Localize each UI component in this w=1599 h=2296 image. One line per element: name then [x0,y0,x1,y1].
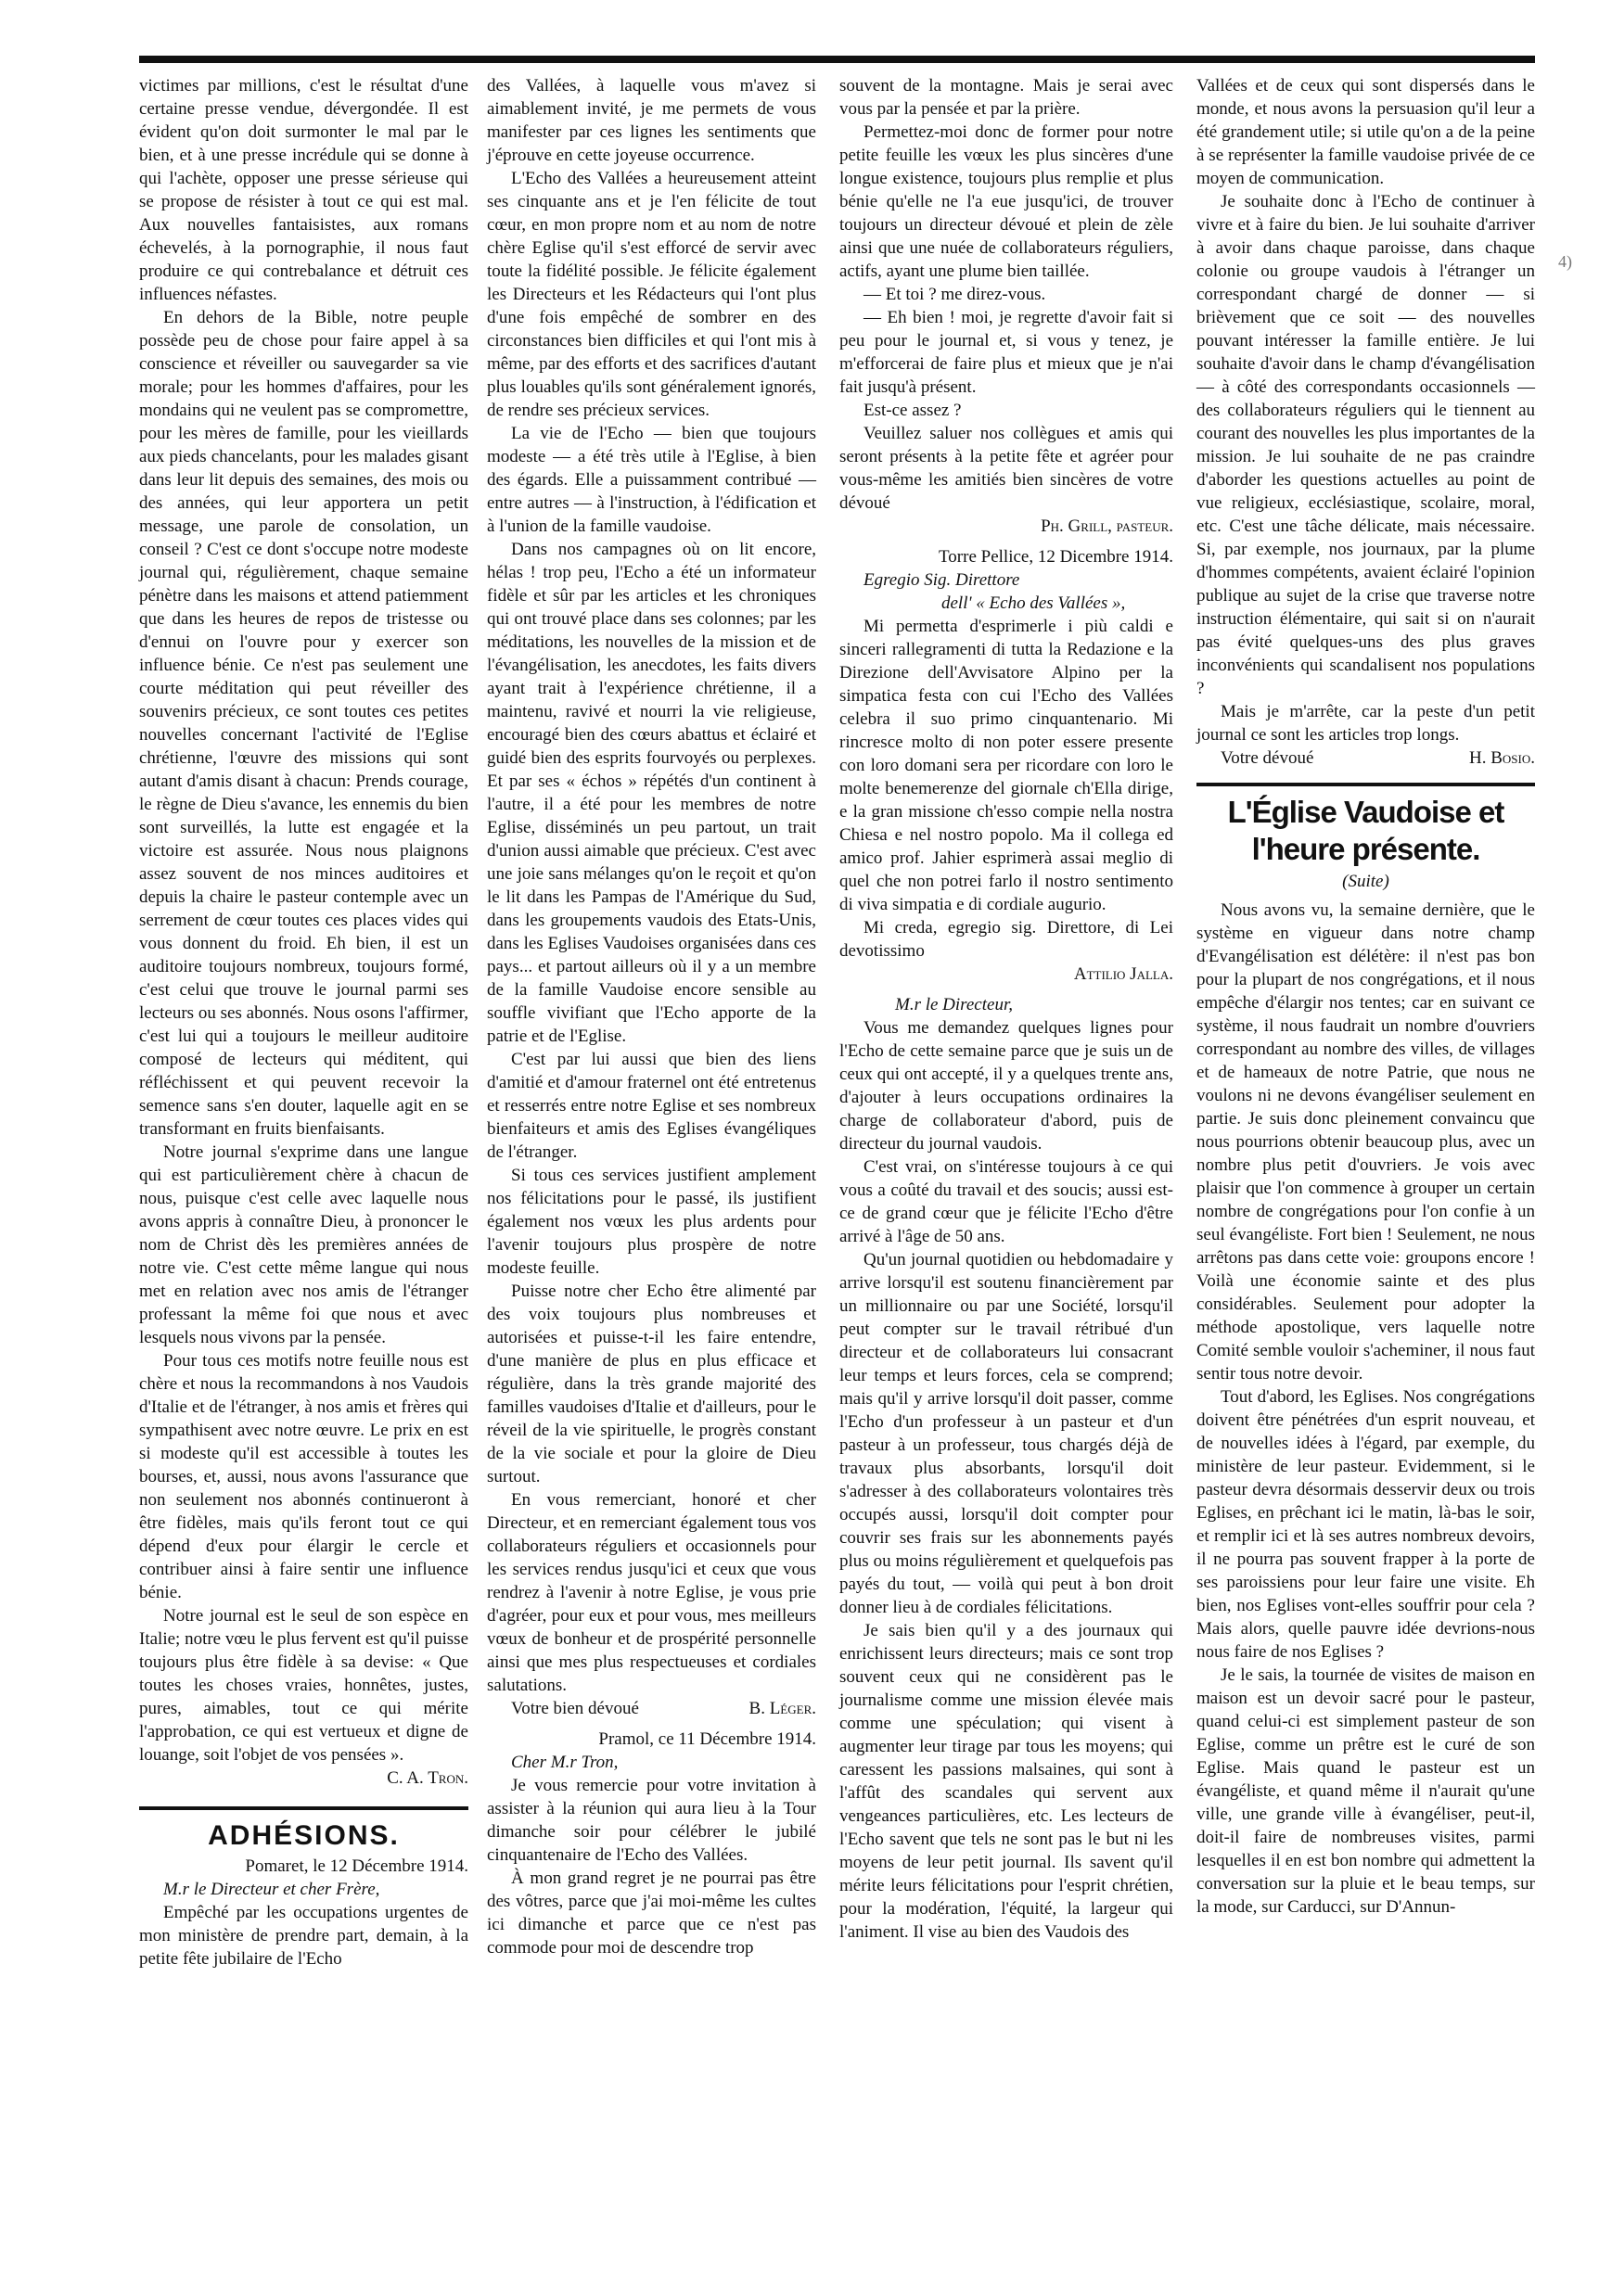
paragraph: La vie de l'Echo — bien que toujours modeste — a été très utile à l'Eglise, à bien des égards. Elle a puissamment contribué — entre autres — à l'instruction, à l'édification et à l'union de la famille vaudoise. [487,424,816,536]
article-title: L'Église Vaudoise et l'heure présente. [1227,795,1504,866]
paragraph: Nous avons vu, la semaine dernière, que le système en vigueur dans notre champ d'Evangélisation est délétère: il n'est pas bon pour la plupart de nos congrégations, et il nous empêche d'élargir nos tentes; car en suivant ce système, il nous faudrait un nombre d'ouvriers correspondant au nombre des villes, de villages et de hameaux de notre Patrie, que nous ne voulons ni ne devons évangéliser seulement en partie. Je suis donc pleinement convaincu que nous pourrions obtenir beaucoup plus, avec un nombre plus petit d'ouvriers. Je vois avec plaisir que l'on commence à grouper un certain nombre de congrégations pour l'on confie à un seul évangéliste. Fort bien ! Seulement, ne nous arrêtons pas dans cette voie: groupons encore ! Voilà une économie sainte et des plus considérables. Seulement pour adopter la méthode apostolique, vers laquelle notre Comité semble vouloir s'acheminer, il nous faut sentir tous notre devoir. [1196,900,1535,1384]
salutation: Cher M.r Tron, [511,1753,619,1772]
section-rule [139,1806,468,1810]
dateline: Torre Pellice, 12 Dicembre 1914. [939,547,1173,567]
paragraph: Notre journal est le seul de son espèce en Italie; notre vœu le plus fervent est qu'il puisse toujours plus être fidèle à sa devise: « Que toutes les choses vraies, honnêtes, justes, pures, aimables, tout ce qui mérite l'approbation, ce qui est vertueux et digne de louange, soit l'objet de vos pensées ». [139,1606,468,1765]
paragraph: Puisse notre cher Echo être alimenté par des voix toujours plus nombreuses et autorisées et puisse-t-il les faire entendre, d'une manière de plus en plus efficace et régulière, dans la très grande majorité des familles vaudoises d'Italie et d'ailleurs, pour le réveil de la vie spirituelle, le progrès constant de la vie sociale et pour la gloire de Dieu surtout. [487,1282,816,1486]
paragraph: Tout d'abord, les Eglises. Nos congrégations doivent être pénétrées d'un esprit nouveau, et de nouvelles idées à l'égard, par exemple, du ministère de leur pasteur. Evidemment, si le pasteur devra désormais desservir deux ou trois Eglises, en prêchant ici le matin, là-bas le soir, et remplir ici et là ses autres nombreux devoirs, il ne pourra pas souvent frapper à la porte de ses paroissiens pour leur faire une visite. Eh bien, nos Eglises vont-elles souffrir pour cela ? Mais alors, quelle pauvre idée devrions-nous nous faire de nos Eglises ? [1196,1387,1535,1662]
paragraph: En vous remerciant, honoré et cher Directeur, et en remerciant également tous vos collaborateurs réguliers et occasionnels pour les services rendus jusqu'ici et ceux que vous rendrez à l'avenir à notre Eglise, je vous prie d'agréer, pour eux et pour vous, mes meilleurs vœux de bonheur et de prospérité personnelle ainsi que mes plus respectueuses et cordiales salutations. [487,1490,816,1695]
salutation: M.r le Directeur et cher Frère, [163,1880,380,1899]
signature: B. Léger. [748,1699,816,1718]
paragraph: Si tous ces services justifient amplement nos félicitations pour le passé, ils justifient également nos vœux les plus ardents pour l'avenir toujours plus prospère de notre modeste feuille. [487,1166,816,1278]
signature: Attilio Jalla. [1073,964,1173,984]
signature-row [1196,746,1535,770]
signature: H. Bosio. [1469,748,1535,768]
salutation: dell' « Echo des Vallées », [941,593,1126,613]
paragraph: Dans nos campagnes où on lit encore, hélas ! trop peu, l'Echo a été un informateur fidèle et sûr par les articles et les chroniques qui ont trouvé place dans ses colonnes; par les méditations, les nouvelles de la mission et de l'évangélisation, les anecdotes, les faits divers ayant trait à l'expérience chrétienne, il a maintenu, ravivé et nourri la vie religieuse, encouragé bien des cœurs abattus et éclairé et guidé bien des esprits fourvoyés ou perplexes. Et par ses « échos » répétés d'un continent à l'autre, il a été pour les membres de notre Eglise, disséminés un peu partout, un trait d'union aussi aimable que précieux. C'est avec une joie sans mélanges qu'on le reçoit et qu'on le lit dans les Pampas de l'Amérique du Sud, dans les groupements vaudois des Etats-Unis, dans les Eglises Vaudoises organisées dans ces pays... et partout ailleurs où il y a un membre de la famille Vaudoise encore sensible au souffle vivifiant que l'Echo apporte de la patrie et de l'Eglise. [487,540,816,1046]
paragraph: Vallées et de ceux qui sont dispersés dans le monde, et nous avons la persuasion qu'il leur a été grandement utile; si utile qu'on a de la peine à se représenter la famille vaudoise privée de ce moyen de communication. [1196,76,1535,188]
column-3 [839,74,1173,1944]
column-4 [1196,74,1535,1919]
signature-row [487,1697,816,1720]
closing: Votre bien dévoué [511,1699,639,1718]
dateline: Pomaret, le 12 Décembre 1914. [245,1856,468,1876]
paragraph: L'Echo des Vallées a heureusement atteint ses cinquante ans et je l'en félicite de tout cœur, en mon propre nom et au nom de notre chère Eglise qu'il s'est efforcé de servir avec toute la fidélité possible. Je félicite également les Directeurs et les Rédacteurs qui l'ont plus d'une fois empêché de sombrer en des circonstances bien difficiles et qui l'ont mis à même, par des efforts et des sacrifices d'autant plus louables qu'ils sont généralement ignorés, de rendre ses précieux services. [487,169,816,420]
paragraph: Veuillez saluer nos collègues et amis qui seront présents à la petite fête et agréer pour vous-même les amitiés bien sincères de votre dévoué [839,424,1173,513]
margin-mark: 4) [1558,252,1572,271]
column-2 [487,74,816,1959]
dateline: Pramol, ce 11 Décembre 1914. [598,1729,816,1749]
paragraph: C'est par lui aussi que bien des liens d'amitié et d'amour fraternel ont été entretenus et resserrés entre notre Eglise et ses nombreux bienfaiteurs et amis des Eglises évangéliques de l'étranger. [487,1050,816,1162]
paragraph: Est-ce assez ? [863,401,962,420]
paragraph: C'est vrai, on s'intéresse toujours à ce qui vous a coûté du travail et des soucis; aussi est-ce de grand cœur que je félicite l'Echo d'être arrivé à l'âge de 50 ans. [839,1157,1173,1246]
paragraph: Vous me demandez quelques lignes pour l'Echo de cette semaine parce que je suis un de ceux qui ont accepté, il y a quelques trente ans, d'ajouter à leurs occupations ordinaires la charge de collaborateur d'abord, puis de directeur du journal vaudois. [839,1018,1173,1154]
paragraph: — Eh bien ! moi, je regrette d'avoir fait si peu pour le journal et, si vous y tenez, je m'efforcerai de faire plus et mieux que je n'ai fait jusqu'à présent. [839,308,1173,397]
article-subtitle: (Suite) [1342,872,1389,891]
paragraph: Permettez-moi donc de former pour notre petite feuille les vœux les plus sincères d'une longue existence, toujours plus remplie et plus bénie qu'elle ne l'a eue jusqu'ici, de trouver toujours un directeur dévoué et plein de zèle ainsi que une nuée de collaborateurs réguliers, actifs, ayant une plume bien taillée. [839,122,1173,281]
paragraph: des Vallées, à laquelle vous m'avez si aimablement invité, je me permets de vous manifester par ces lignes les sentiments que j'éprouve en cette joyeuse occurrence. [487,76,816,165]
paragraph: Mi creda, egregio sig. Direttore, di Lei devotissimo [839,918,1173,961]
paragraph: Je souhaite donc à l'Echo de continuer à vivre et à faire du bien. Je lui souhaite d'arriver à avoir dans chaque paroisse, dans chaque colonie ou groupe vaudois à l'étranger un correspondant chargé de donner — si brièvement que ce soit — des nouvelles pouvant intéresser la famille entière. Je lui souhaite d'avoir dans le champ d'évangélisation — à côté des correspondants occasionnels — des collaborateurs réguliers qui le tiennent au courant des nouvelles les plus importantes de la mission. Je lui souhaite de ne pas craindre d'aborder les questions actuelles au point de vue religieux, ecclésiastique, scolaire, moral, etc. C'est une tâche délicate, mais nécessaire. Si, par exemple, nos journaux, par la plume d'hommes compétents, avaient éclairé l'opinion publique au sujet de la crise que traverse notre instruction élémentaire, qui sait si on n'aurait pas évité quelques-uns des plus graves inconvénients qui scandalisent nos populations ? [1196,192,1535,698]
paragraph: Mi permetta d'esprimerle i più caldi e sinceri rallegramenti di tutta la Redazione e la Direzione dell'Avvisatore Alpino per la simpatica festa con cui l'Echo des Vallées celebra il suo primo cinquantenario. Mi rincresce molto di non poter essere presente con loro domani sera per ricordare con loro le molte benemerenze del giornale ch'Ella dirige, e la gran missione ch'esso compie nella nostra Chiesa e nel nostro popolo. Ma il collega ed amico prof. Jahier esprimerà assai meglio di quel che non potrei farlo il nostro sentimento di viva simpatia e di cordiale augurio. [839,617,1173,914]
section-title: ADHÉSIONS. [208,1820,400,1851]
paragraph: Je sais bien qu'il y a des journaux qui enrichissent leurs directeurs; mais ce sont trop souvent ceux qui ne considèrent pas le journalisme comme une mission élevée mais comme une spéculation; qui visent à augmenter leur tirage par tous les moyens; qui caressent les passions malsaines, qui sont à l'affût des scandales qui servent aux vengeances particulières, etc. Les lecteurs de l'Echo savent que tels ne sont pas le but ni les moyens de leur petit journal. Ils savent qu'il mérite leurs félicitations pour l'esprit chrétien, pour la modération, l'équité, la largeur qui l'animent. Il vise au bien des Vaudois des [839,1621,1173,1942]
paragraph: Notre journal s'exprime dans une langue qui est particulièrement chère à chacun de nous, puisque c'est celle avec laquelle nous avons appris à connaître Dieu, à prononcer le nom de Christ dès les premières années de notre vie. C'est cette même langue qui nous met en relation avec nos amis de l'étranger professant la même foi que nous et avec lesquels nous vivons par la pensée. [139,1142,468,1347]
paragraph: souvent de la montagne. Mais je serai avec vous par la pensée et par la prière. [839,76,1173,119]
salutation: M.r le Directeur, [895,995,1013,1014]
paragraph: Je vous remercie pour votre invitation à assister à la réunion qui aura lieu à la Tour dimanche soir pour célébrer le jubilé cinquantenaire de l'Echo des Vallées. [487,1776,816,1865]
paragraph: Pour tous ces motifs notre feuille nous est chère et nous la recommandons à nos Vaudois d'Italie et de l'étranger, à nos amis et frères qui sympathisent avec notre œuvre. Le prix en est si modeste qu'il est accessible à toutes les bourses, et, aussi, nous avons l'assurance que non seulement nos abonnés continueront à être fidèles, mais qu'ils feront tout ce qui dépend d'eux pour élargir le cercle et contribuer ainsi à faire sentir une influence bénie. [139,1351,468,1602]
top-rule [139,56,1535,63]
paragraph: Mais je m'arrête, car la peste d'un petit journal ce sont les articles trop longs. [1196,702,1535,745]
paragraph: Qu'un journal quotidien ou hebdomadaire y arrive lorsqu'il est soutenu financièrement par un millionnaire ou par une Société, lorsqu'il peut compter sur le travail rétribué d'un directeur et de collaborateurs lui consacrant leur temps et leurs forces, cela se comprend; mais qu'il y arrive lorsqu'il doit passer, comme l'Echo d'un professeur à un pasteur et d'un pasteur à un professeur, tous chargés déjà de travaux plus absorbants, lorsqu'il doit s'adresser à des collaborateurs volontaires très occupés aussi, lorsqu'il doit compter pour couvrir ses frais sur les abonnements payés plus ou moins régulièrement et quelquefois pas payés du tout, — voilà qui peut à bon droit donner lieu à de cordiales félicitations. [839,1250,1173,1617]
section-rule [1196,783,1535,786]
signature: C. A. Tron. [387,1768,468,1788]
paragraph: Empêché par les occupations urgentes de mon ministère de prendre part, demain, à la petite fête jubilaire de l'Echo [139,1903,468,1969]
paragraph: À mon grand regret je ne pourrai pas être des vôtres, parce que j'ai moi-même les cultes ici dimanche et parce que ce n'est pas commode pour moi de descendre trop [487,1869,816,1958]
paragraph: En dehors de la Bible, notre peuple possède peu de chose pour faire appel à sa conscience et réveiller ou sauvegarder sa vie morale; pour les hommes d'affaires, pour les mondains qui ne veulent pas se compromettre, pour les mères de famille, pour les vieillards aux pieds chancelants, pour les malades gisant dans leur lit depuis des semaines, des mois ou des années, qui leur apportera un petit message, une parole de consolation, un conseil ? C'est ce dont s'occupe notre modeste journal qui, régulièrement, chaque semaine pénètre dans les maisons et attend patiemment que dans les heures de repos de tristesse ou d'ennui on l'ouvre pour y exercer son influence bénie. Ce n'est pas seulement une courte méditation qui peut réveiller des souvenirs précieux, ce sont toutes ces petites nouvelles concernant l'activité de l'Eglise chrétienne, l'œuvre des missions qui sont autant d'amis disant à chacun: Prends courage, le règne de Dieu s'avance, les ennemis du bien sont surveillés, la lutte est engagée et la victoire est assurée. Nous nous plaignons assez souvent de nos minces auditoires et depuis la chaire le pasteur contemple avec un serrement de cœur toutes ces places vides qui vous donnent du froid. Eh bien, il est un auditoire toujours nombreux, toujours formé, c'est celui que trouve le journal parmi ses lecteurs ou ses abonnés. Nous osons l'affirmer, c'est lui qui a toujours le meilleur auditoire composé de lecteurs qui méditent, qui réfléchissent et qui peuvent recevoir la semence sans s'en douter, laquelle agit en se transformant en fruits bienfaisants. [139,308,468,1139]
paragraph: — Et toi ? me direz-vous. [863,285,1046,304]
paragraph: Je le sais, la tournée de visites de maison en maison est un devoir sacré pour le pasteur, quand celui-ci est simplement pasteur de son Eglise, comme un prêtre est le curé de son Eglise. Mais quand le pasteur est un évangéliste, et quand même il n'aurait qu'une ville, une grande ville à évangéliser, peut-il, doit-il faire de nombreuses visites, parmi lesquelles il en est bon nombre qui admettent la conversation sur la pluie et le beau temps, sur la mode, sur Carducci, sur D'Annun- [1196,1665,1535,1917]
paragraph: victimes par millions, c'est le résultat d'une certaine presse vendue, dévergondée. Il est évident qu'on doit surmonter le mal par le bien, et à une presse incrédule qui se donne à qui l'achète, opposer une presse sérieuse qui se propose de résister à tout ce qui est mal. Aux nouvelles fantaisistes, aux romans échevelés, à la pornographie, il nous faut produire ce qui contrebalance et détruit ces influences néfastes. [139,76,468,304]
signature: Ph. Grill, pasteur. [1041,517,1173,536]
salutation: Egregio Sig. Direttore [863,570,1020,590]
column-1 [139,74,468,1971]
closing: Votre dévoué [1221,748,1314,768]
